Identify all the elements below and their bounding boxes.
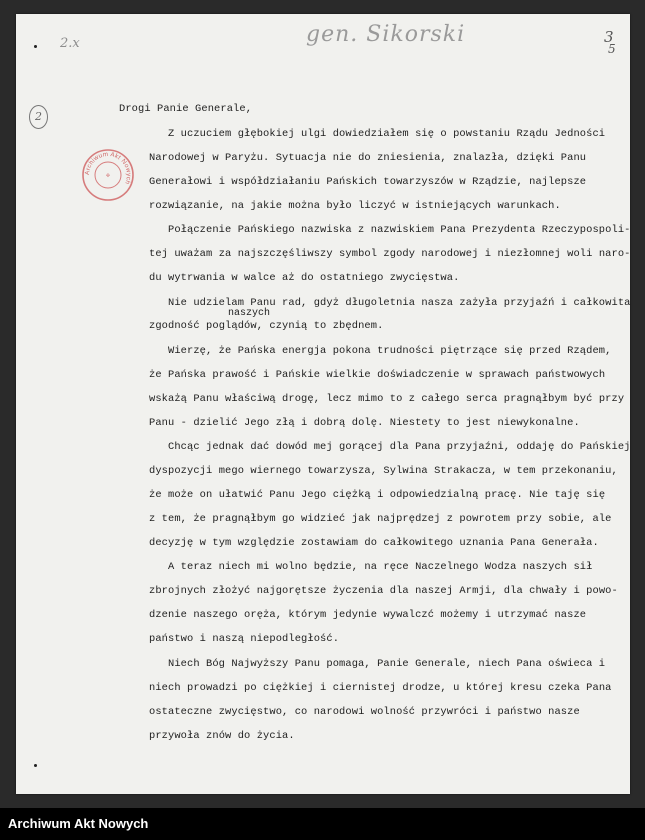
letter-line: zbrojnych złożyć najgorętsze życzenia dla naszej Armji, dla chwały i powo- xyxy=(149,585,618,597)
handwritten-left-note: 2.x xyxy=(60,36,80,51)
letter-line: Panu - dzielić Jego złą i dobrą dolę. Niestety to jest niewykonalne. xyxy=(149,417,580,429)
letter-line: niech prowadzi po ciężkiej i ciernistej drodze, u której kresu czeka Pana xyxy=(149,682,612,694)
letter-line: Narodowej w Paryżu. Sytuacja nie do zniesienia, znalazła, dzięki Panu xyxy=(149,152,587,164)
salutation: Drogi Panie Generale, xyxy=(119,103,253,115)
letter-line: Z uczuciem głębokiej ulgi dowiedziałem się o powstaniu Rządu Jedności xyxy=(168,128,606,140)
letter-line: że może on ułatwić Panu Jego ciężką i odpowiedzialną pracę. Nie taję się xyxy=(149,489,606,501)
letter-line: z tem, że pragnąłbym go widzieć jak najprędzej z powrotem przy sobie, ale xyxy=(149,513,612,525)
letter-line: Chcąc jednak dać dowód mej gorącej dla Pana przyjaźni, oddaję do Pańskiej xyxy=(168,441,631,453)
letter-line: A teraz niech mi wolno będzie, na ręce Naczelnego Wodza naszych sił xyxy=(168,561,593,573)
circled-number: 2 xyxy=(29,105,48,129)
letter-line: dzenie naszego oręża, którym jedynie wywalczć możemy i utrzymać nasze xyxy=(149,609,587,621)
archive-stamp xyxy=(81,148,135,202)
letter-line: tej uważam za najszczęśliwszy symbol zgody narodowej i niezłomnej woli naro- xyxy=(149,248,631,260)
letter-line: Niech Bóg Najwyższy Panu pomaga, Panie Generale, niech Pana oświeca i xyxy=(168,658,606,670)
letter-line: Generałowi i współdziałaniu Pańskich towarzyszów w Rządzie, najlepsze xyxy=(149,176,587,188)
letter-line: że Pańska prawość i Pańskie wielkie doświadczenie w sprawach państwowych xyxy=(149,369,606,381)
interlinear-insert: naszych xyxy=(228,308,271,319)
page-number-top: 3 xyxy=(604,28,614,46)
handwritten-page-number xyxy=(604,28,616,56)
punch-hole-mark xyxy=(34,764,37,767)
page-number-bottom: 5 xyxy=(608,42,616,56)
archive-footer: Archiwum Akt Nowych xyxy=(0,808,645,840)
letter-line: Połączenie Pańskiego nazwiska z nazwiskiem Pana Prezydenta Rzeczypospoli- xyxy=(168,224,631,236)
handwritten-title: gen. Sikorski xyxy=(306,22,466,47)
punch-hole-mark xyxy=(34,45,37,48)
letter-line: wskażą Panu właściwą drogę, lecz mimo to z całego serca pragnąłbym być przy xyxy=(149,393,625,405)
letter-line: Wierzę, że Pańska energja pokona trudności piętrzące się przed Rządem, xyxy=(168,345,612,357)
letter-line: dyspozycji mego wiernego towarzysza, Sylwina Strakacza, w tem przekonaniu, xyxy=(149,465,618,477)
letter-line: państwo i naszą niepodległość. xyxy=(149,633,340,645)
letter-line: zgodność poglądów, czynią to zbędnem. xyxy=(149,320,384,332)
letter-line: rozwiązanie, na jakie można było liczyć w istniejących warunkach. xyxy=(149,200,561,212)
document-page xyxy=(16,14,630,794)
letter-line: decyzję w tym względzie zostawiam do całkowitego uznania Pana Generała. xyxy=(149,537,599,549)
letter-line: przywoła znów do życia. xyxy=(149,730,295,742)
svg-text:✤: ✤ xyxy=(105,173,111,179)
letter-line: Nie udzielam Panu rad, gdyż długoletnia nasza zażyła przyjaźń i całkowita xyxy=(168,297,631,309)
letter-line: ostateczne zwycięstwo, co narodowi wolność przywróci i państwo nasze xyxy=(149,706,580,718)
svg-text:Archiwum Akt Nowych: Archiwum Akt Nowych xyxy=(83,150,133,186)
archive-stamp-seal xyxy=(81,148,135,202)
letter-line: du wytrwania w walce aż do ostatniego zwycięstwa. xyxy=(149,272,460,284)
